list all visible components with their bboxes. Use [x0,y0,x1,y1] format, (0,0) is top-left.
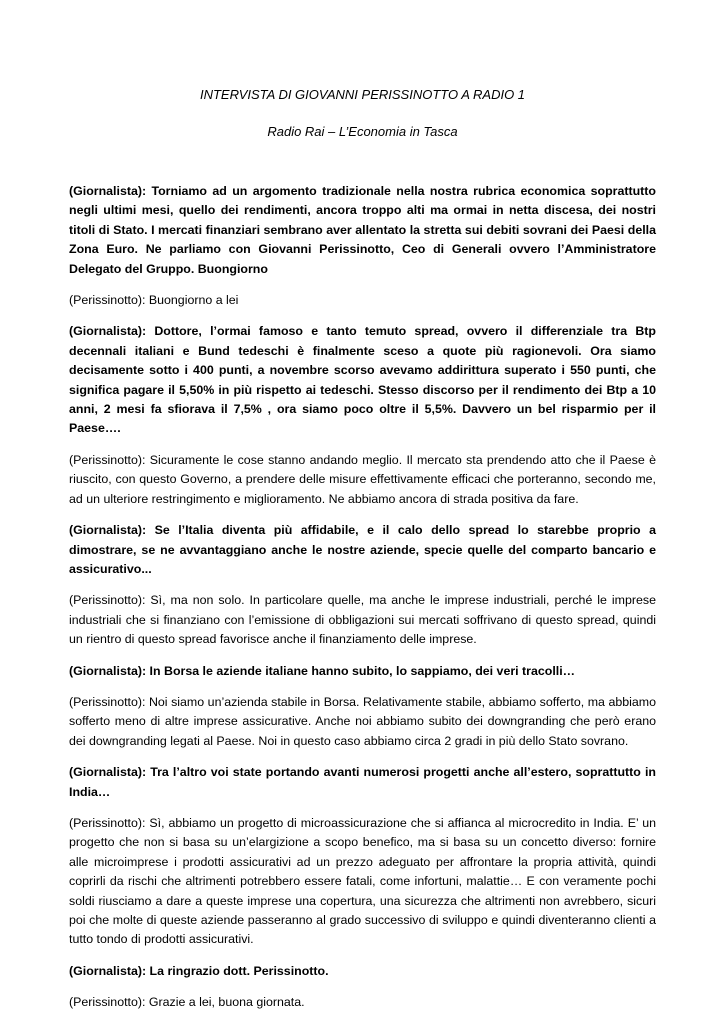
journalist-question: (Giornalista): La ringrazio dott. Perissinotto. [69,963,329,978]
journalist-question: (Giornalista): Tra l’altro voi state portando avanti numerosi progetti anche all’estero, soprattutto in India… [69,765,656,799]
perissinotto-answer: (Perissinotto): Grazie a lei, buona giornata. [69,995,305,1010]
perissinotto-answer: (Perissinotto): Sicuramente le cose stanno andando meglio. Il mercato sta prendendo atto che il Paese è riuscito, con questo Governo, a prendere delle misure effettivamente efficaci che porteranno, secondo me, ad un ulteriore restringimento e miglioramento. Ne abbiamo ancora di strada positiva da fare. [69,452,656,506]
perissinotto-answer: (Perissinotto): Buongiorno a lei [69,293,239,308]
document-title: INTERVISTA DI GIOVANNI PERISSINOTTO A RADIO 1 [199,87,526,102]
journalist-question: (Giornalista): In Borsa le aziende italiane hanno subito, lo sappiamo, dei veri tracolli… [69,663,576,678]
journalist-question: (Giornalista): Dottore, l’ormai famoso e tanto temuto spread, ovvero il differenziale tra Btp decennali italiani e Bund tedeschi è finalmente sceso a quote più ragionevoli. Ora siamo decisamente sotto i 400 punti, a novembre scorso avevamo addirittura superato i 550 punti, che significa pagare il 5,50% in più rispetto ai tedeschi. Stesso discorso per il rendimento dei Btp a 10 anni, 2 mesi fa sfiorava il 7,5% , ora siamo poco oltre il 5,5%. Davvero un bel risparmio per il Paese…. [69,324,656,436]
perissinotto-answer: (Perissinotto): Sì, abbiamo un progetto di microassicurazione che si affianca al microcredito in India. E’ un progetto che non si basa su un’elargizione a scopo benefico, ma si basa su un concetto diverso: fornire alle microimprese i prodotti assicurativi ad un prezzo adeguato per affrontare la propria attività, quindi coprirli da rischi che altrimenti potrebbero essere fatali, come infortuni, malattie… E con veramente pochi soldi riusciamo a dare a queste imprese una copertura, una sicurezza che altrimenti non avrebbero, sicuri poi che molte di queste aziende passeranno al grado successivo di sviluppo e quindi diventeranno clienti a tutto tondo di prodotti assicurativi. [69,815,656,947]
document-subtitle: Radio Rai – L’Economia in Tasca [267,124,458,139]
perissinotto-answer: (Perissinotto): Noi siamo un’azienda stabile in Borsa. Relativamente stabile, abbiamo sofferto, ma abbiamo sofferto meno di altre imprese assicurative. Anche noi abbiamo subito dei downgranding che però erano dei downgranding legati al Paese. Noi in questo caso abbiamo circa 2 gradi in più dello Stato sovrano. [69,694,656,748]
journalist-question: (Giornalista): Se l’Italia diventa più affidabile, e il calo dello spread lo starebbe proprio a dimostrare, se ne avvantaggiano anche le nostre aziende, specie quelle del comparto bancario e assicurativo... [69,523,656,576]
journalist-question: (Giornalista): Torniamo ad un argomento tradizionale nella nostra rubrica economica soprattutto negli ultimi mesi, quello dei rendimenti, ancora troppo alti ma ormai in netta discesa, dei nostri titoli di Stato. I mercati finanziari sembrano aver allentato la stretta sui debiti sovrani dei Paesi della Zona Euro. Ne parliamo con Giovanni Perissinotto, Ceo di Generali ovvero l’Amministratore Delegato del Gruppo. Buongiorno [69,184,656,276]
perissinotto-answer: (Perissinotto): Sì, ma non solo. In particolare quelle, ma anche le imprese industriali, perché le imprese industriali che si finanziano con l’emissione di obbligazioni sui mercati soffrivano di questo spread, quindi un rientro di questo spread favorisce anche il finanziamento delle imprese. [69,593,656,647]
